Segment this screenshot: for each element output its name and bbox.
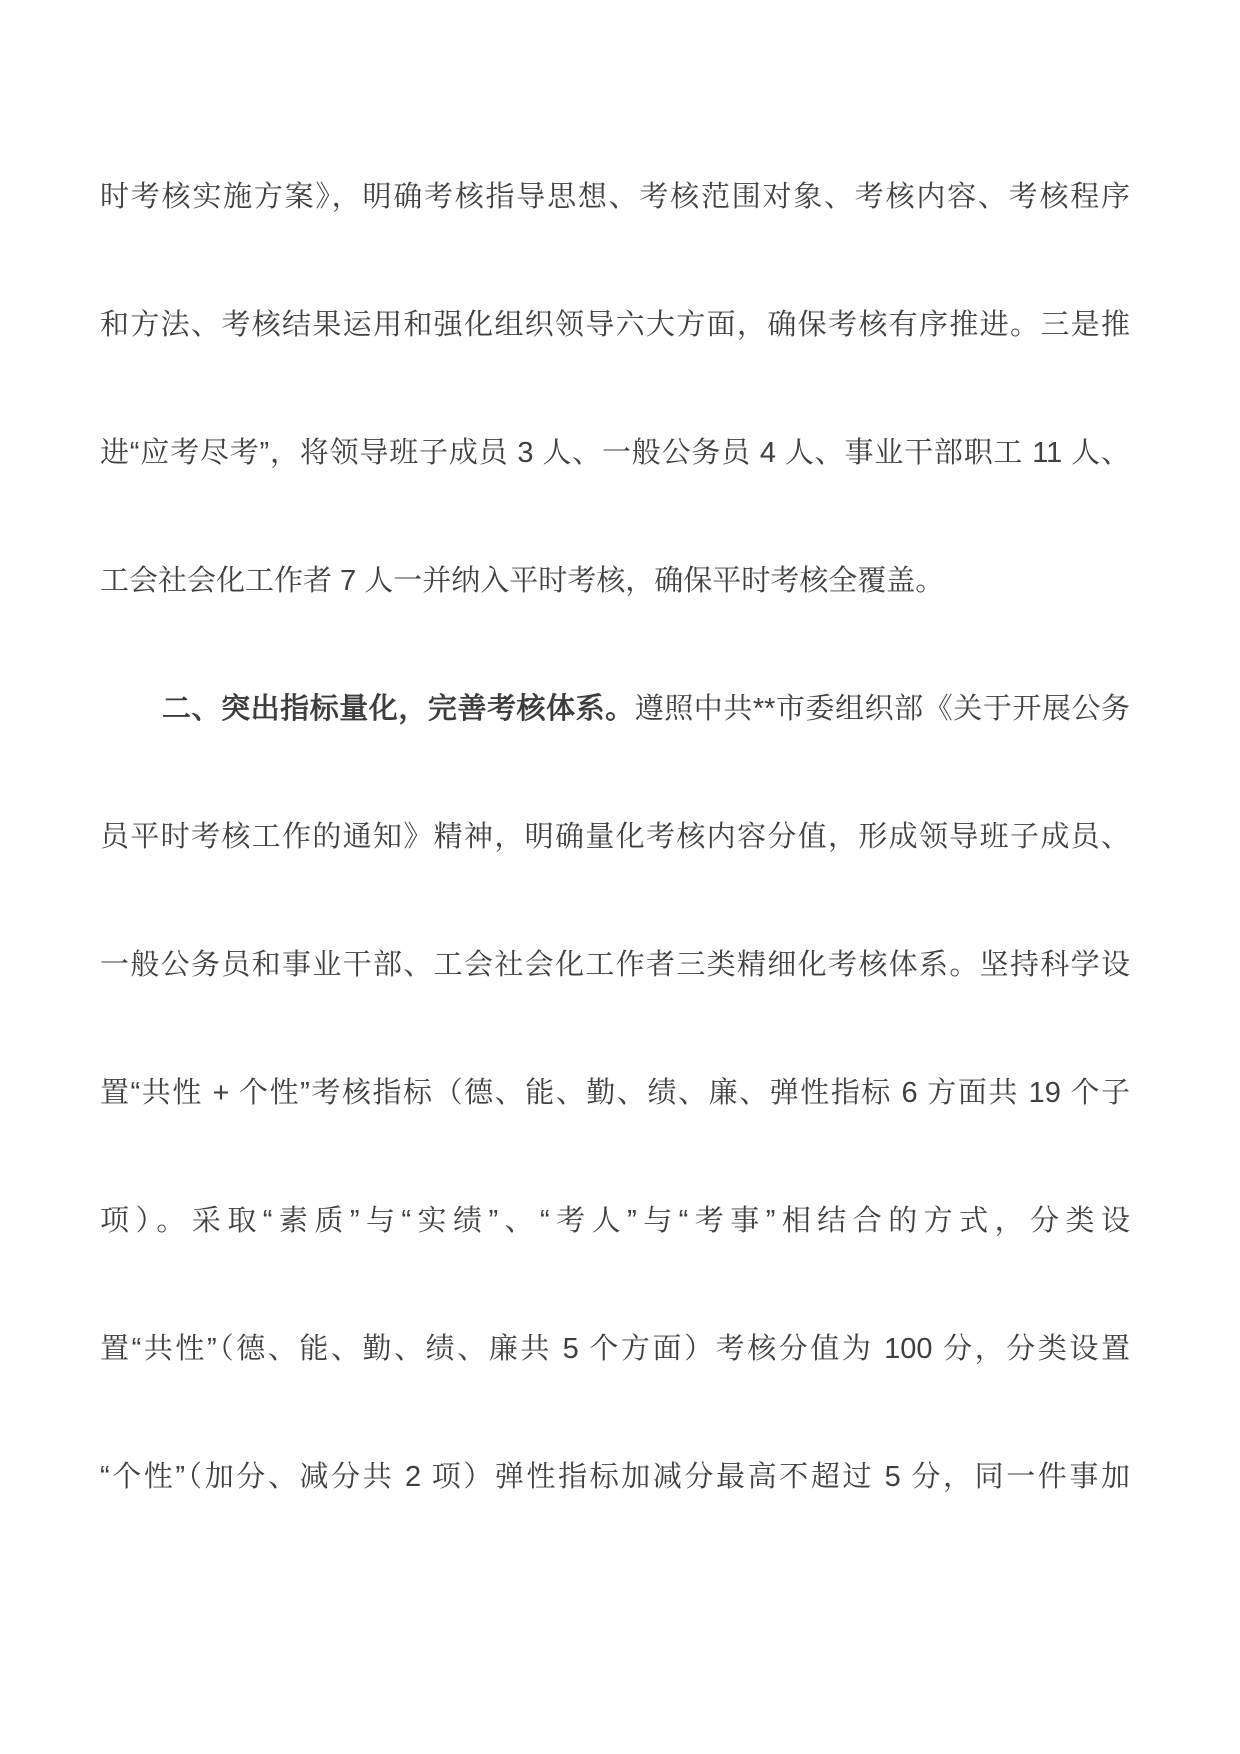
text-line	[100, 1157, 1130, 1285]
text-line	[100, 1029, 1130, 1157]
text-line	[100, 261, 1130, 389]
text-line	[100, 1413, 1130, 1541]
body-text: 工会社会化工作者 7 人一并纳入平时考核，确保平时考核全覆盖。	[100, 565, 945, 597]
text-line	[100, 901, 1130, 1029]
body-text: 项）。采取“素质”与“实绩”、“考人”与“考事”相结合的方式，分类设	[100, 1205, 1130, 1237]
body-text: 置“共性”（德、能、勤、绩、廉共 5 个方面）考核分值为 100 分，分类设置	[100, 1333, 1130, 1365]
text-line	[100, 133, 1130, 261]
text-line	[100, 645, 1130, 773]
body-text: 和方法、考核结果运用和强化组织领导六大方面，确保考核有序推进。三是推	[100, 309, 1130, 341]
text-line	[100, 773, 1130, 901]
text-line	[100, 517, 1130, 645]
section-heading: 二、突出指标量化，完善考核体系。	[162, 693, 635, 725]
document-body	[100, 133, 1130, 1541]
body-text: 遵照中共**市委组织部《关于开展公务	[634, 693, 1130, 725]
body-text: 员平时考核工作的通知》精神，明确量化考核内容分值，形成领导班子成员、	[100, 821, 1130, 853]
body-text: “个性”（加分、减分共 2 项）弹性指标加减分最高不超过 5 分，同一件事加	[100, 1461, 1130, 1493]
body-text: 一般公务员和事业干部、工会社会化工作者三类精细化考核体系。坚持科学设	[100, 949, 1130, 981]
body-text: 时考核实施方案》，明确考核指导思想、考核范围对象、考核内容、考核程序	[100, 181, 1130, 213]
text-line	[100, 1285, 1130, 1413]
text-line	[100, 389, 1130, 517]
body-text: 置“共性 + 个性”考核指标（德、能、勤、绩、廉、弹性指标 6 方面共 19 个子	[100, 1077, 1130, 1109]
body-text: 进“应考尽考”，将领导班子成员 3 人、一般公务员 4 人、事业干部职工 11 人、	[100, 437, 1130, 469]
